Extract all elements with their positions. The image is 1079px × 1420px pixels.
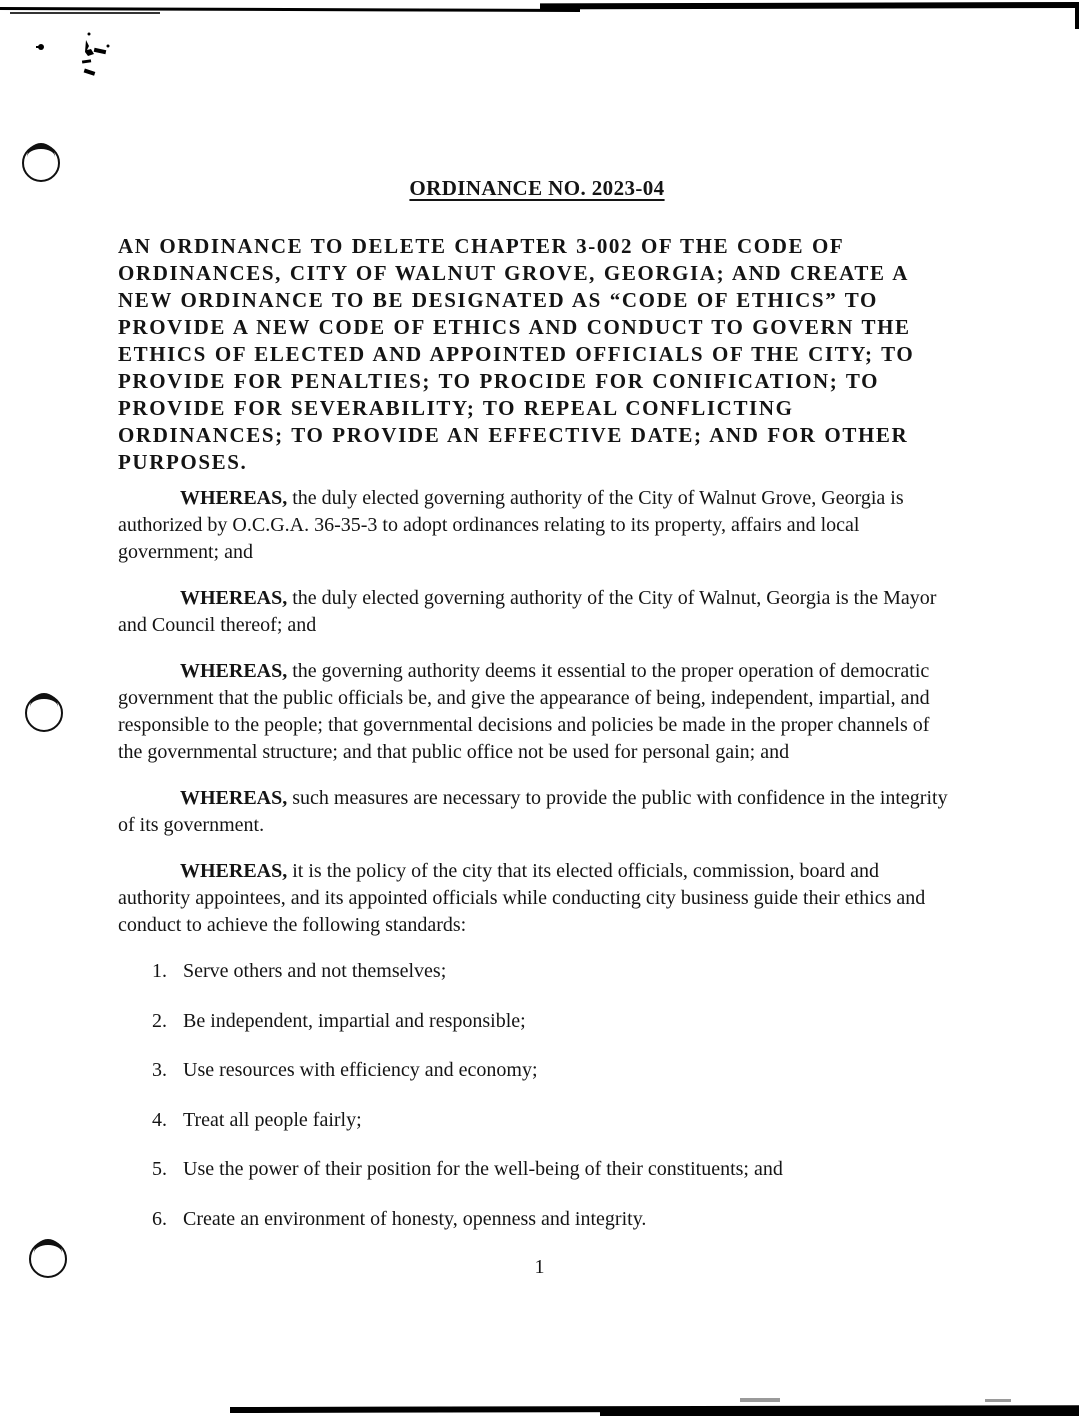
list-item xyxy=(118,958,956,986)
list-item-text: Be independent, impartial and responsible; xyxy=(183,1009,526,1032)
list-item-text: Use the power of their position for the well-being of their constituents; and xyxy=(183,1158,783,1180)
list-item xyxy=(118,1107,956,1135)
list-item-number: 2. xyxy=(152,1009,167,1032)
list-item-text: Serve others and not themselves; xyxy=(183,960,447,982)
list-item-text: Use resources with efficiency and economy; xyxy=(183,1059,538,1081)
whereas-paragraph-2 xyxy=(118,585,956,639)
ordinance-title: ORDINANCE NO. 2023-04 xyxy=(409,176,665,200)
page-number: 1 xyxy=(534,1256,545,1278)
document-content xyxy=(118,0,956,1255)
list-item-text: Treat all people fairly; xyxy=(183,1108,362,1131)
whereas-lead: WHEREAS, xyxy=(180,860,288,882)
paragraph-text: the duly elected governing authority of the City of Walnut, Georgia is the Mayor and Council thereof; and xyxy=(118,587,937,636)
list-item xyxy=(118,1206,956,1234)
paragraph-text: the governing authority deems it essential to the proper operation of democratic government that the public officials be, and give the appearance of being, independent, impartial, and responsible to the people; that governmental decisions and policies be made in the proper channels of the governmental structure; and that public office not be used for personal gain; and xyxy=(118,660,930,763)
whereas-paragraph-1 xyxy=(118,485,956,566)
whereas-lead: WHEREAS, xyxy=(180,587,288,609)
scan-speck xyxy=(740,1398,780,1402)
list-item-number: 6. xyxy=(152,1207,167,1230)
whereas-lead: WHEREAS, xyxy=(180,660,288,682)
paragraph-text: the duly elected governing authority of the City of Walnut Grove, Georgia is authorized by O.C.G.A. 36-35-3 to adopt ordinances relating to its property, affairs and local government; and xyxy=(118,487,904,563)
list-item xyxy=(118,1156,956,1184)
list-item-text: Create an environment of honesty, openness and integrity. xyxy=(183,1207,647,1230)
ordinance-heading: AN ORDINANCE TO DELETE CHAPTER 3-002 OF THE CODE OF ORDINANCES, CITY OF WALNUT GROVE, GEORGIA; AND CREATE A NEW ORDINANCE TO BE DESIGNATED AS “CODE OF ETHICS” TO PROVIDE A NEW CODE OF ETHICS AND CONDUCT TO GOVERN THE ETHICS OF ELECTED AND APPOINTED OFFICIALS OF THE CITY; TO PROVIDE FOR PENALTIES; TO PROCIDE FOR CONIFICATION; TO PROVIDE FOR SEVERABILITY; TO REPEAL CONFLICTING ORDINANCES; TO PROVIDE AN EFFECTIVE DATE; AND FOR OTHER PURPOSES. xyxy=(118,234,915,474)
scan-line-bottom xyxy=(600,1409,1079,1416)
list-item xyxy=(118,1008,956,1036)
punch-hole xyxy=(22,144,60,182)
scan-speck xyxy=(985,1399,1011,1402)
whereas-lead: WHEREAS, xyxy=(180,487,288,509)
punch-hole xyxy=(25,694,63,732)
scan-edge-mark xyxy=(1075,7,1079,29)
whereas-paragraph-3 xyxy=(118,658,956,766)
whereas-paragraph-5 xyxy=(118,858,956,939)
whereas-lead: WHEREAS, xyxy=(180,787,288,809)
paragraph-text: such measures are necessary to provide the public with confidence in the integrity of its government. xyxy=(118,787,948,836)
list-item xyxy=(118,1057,956,1085)
list-item-number: 3. xyxy=(152,1059,167,1081)
list-item-number: 4. xyxy=(152,1108,167,1131)
standards-list xyxy=(118,958,956,1233)
list-item-number: 5. xyxy=(152,1158,167,1180)
paragraph-text: it is the policy of the city that its elected officials, commission, board and authority appointees, and its appointed officials while conducting city business guide their ethics and conduct to achieve the following standards: xyxy=(118,860,926,936)
whereas-paragraph-4 xyxy=(118,785,956,839)
list-item-number: 1. xyxy=(152,960,167,982)
